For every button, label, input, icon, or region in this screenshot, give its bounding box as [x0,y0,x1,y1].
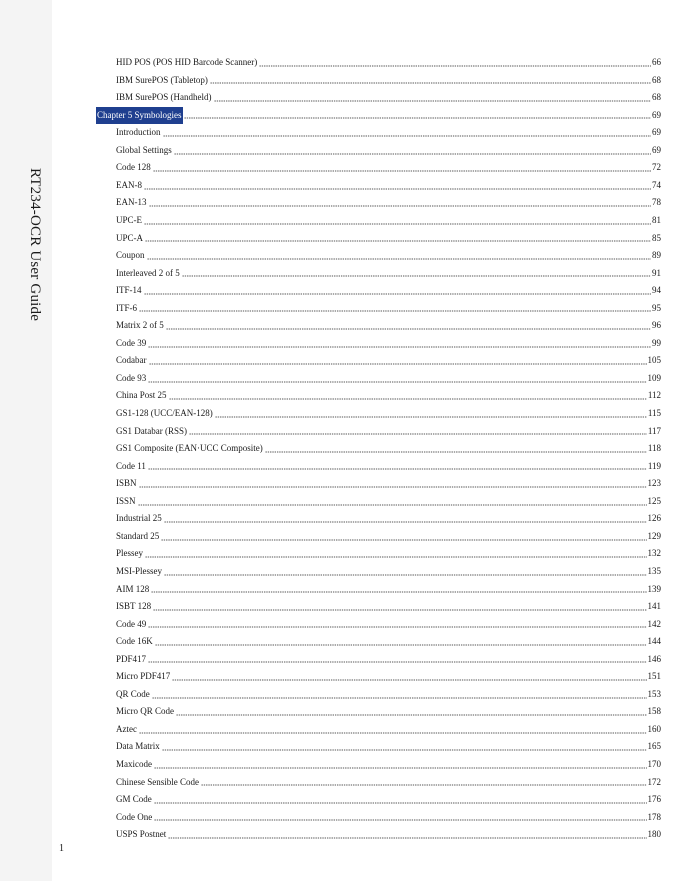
toc-entry-title: Chapter 5 Symbologies [96,107,183,125]
toc-dot-leader [145,240,651,242]
toc-entry-title: USPS Postnet [116,829,167,840]
toc-entry-title: GS1-128 (UCC/EAN-128) [116,408,213,418]
toc-entry[interactable] [116,826,661,844]
toc-entry[interactable] [116,563,661,581]
toc-entry-title: Chinese Sensible Code [116,776,199,787]
side-strip [0,0,52,881]
toc-entry-page: 72 [652,162,661,173]
toc-entry-page: 180 [647,829,661,840]
toc-dot-leader [149,205,652,207]
toc-entry[interactable] [116,317,661,335]
toc-dot-leader [154,819,646,821]
toc-dot-leader [152,697,647,699]
toc-dot-leader [176,714,647,716]
toc-dot-leader [172,679,646,681]
toc-entry[interactable] [116,633,661,651]
toc-entry[interactable] [116,247,661,265]
toc-entry-page: 99 [652,337,661,348]
toc-dot-leader [155,644,647,646]
toc-entry-page: 165 [647,741,661,752]
toc-entry-title: GS1 Databar (RSS) [116,425,187,436]
toc-entry[interactable] [116,791,661,809]
toc-entry-page: 178 [647,811,661,822]
toc-dot-leader [164,521,647,523]
toc-dot-leader [148,468,647,470]
toc-dot-leader [154,767,647,769]
toc-entry-title: PDF417 [116,653,147,664]
toc-entry[interactable] [116,405,661,423]
toc-dot-leader [147,258,651,260]
toc-entry-title: AIM 128 [116,583,150,594]
toc-entry-page: 144 [647,636,661,647]
toc-entry[interactable] [116,265,661,283]
toc-dot-leader [214,100,652,102]
toc-entry[interactable] [116,598,661,616]
toc-entry-title: Code 128 [116,162,151,173]
toc-dot-leader [153,170,651,172]
toc-entry[interactable] [116,651,661,669]
toc-dot-leader [166,328,651,330]
toc-dot-leader [139,310,651,312]
toc-entry[interactable] [116,668,661,686]
toc-entry-title: Introduction [116,127,161,138]
toc-dot-leader [182,275,651,277]
toc-dot-leader [151,591,646,593]
toc-entry[interactable] [116,89,661,107]
toc-dot-leader [169,398,647,400]
toc-entry-page: 139 [647,583,661,594]
toc-entry[interactable] [116,177,661,195]
toc-entry-page: 69 [652,144,661,155]
toc-entry[interactable] [116,458,661,476]
toc-entry-title: Micro PDF417 [116,671,171,682]
toc-entry[interactable] [116,703,661,721]
toc-entry-page: 109 [647,372,661,383]
toc-entry-title: IBM SurePOS (Handheld) [116,92,212,103]
toc-entry-title: Maxicode [116,759,152,769]
toc-entry-page: 172 [647,776,661,787]
toc-entry-page: 96 [652,320,661,331]
toc-entry[interactable] [116,738,661,756]
toc-entry-title: Plessey [116,548,143,559]
toc-entry-page: 141 [647,601,661,612]
toc-entry-title: Aztec [116,723,137,734]
toc-dot-leader [144,293,652,295]
toc-dot-leader [144,188,651,190]
toc-entry-page: 129 [647,530,661,541]
document-side-title: RT234-OCR User Guide [27,168,43,322]
toc-entry-title: Codabar [116,355,147,366]
toc-dot-leader [162,749,647,751]
toc-entry-page: 78 [652,197,661,208]
toc-entry[interactable] [116,142,661,160]
toc-entry-title: UPC-A [116,232,144,243]
toc-entry[interactable] [116,528,661,546]
toc-entry-title: Code 49 [116,618,147,629]
toc-entry-title: China Post 25 [116,390,167,401]
toc-entry-page: 123 [647,478,661,489]
toc-entry-page: 117 [647,425,661,436]
toc-entry-page: 125 [647,495,661,506]
toc-entry-page: 91 [652,267,661,278]
toc-entry[interactable] [116,72,661,90]
toc-entry[interactable] [116,809,661,827]
toc-entry[interactable] [116,387,661,405]
toc-entry-title: Matrix 2 of 5 [116,320,164,331]
toc-entry[interactable] [116,300,661,318]
toc-entry-page: 66 [652,57,661,67]
toc-entry-page: 158 [647,706,661,717]
toc-entry[interactable] [116,686,661,704]
toc-entry-title: Code 93 [116,372,147,383]
toc-entry-page: 74 [652,179,661,190]
toc-entry[interactable] [116,335,661,353]
toc-entry[interactable] [116,194,661,212]
toc-entry-page: 142 [647,618,661,629]
toc-dot-leader [139,732,647,734]
toc-entry-page: 85 [652,232,661,243]
toc-entry-page: 135 [647,565,661,576]
toc-entry[interactable] [116,774,661,792]
toc-entry[interactable] [116,510,661,528]
toc-dot-leader [201,784,647,786]
toc-entry[interactable] [116,493,661,511]
toc-entry[interactable] [116,721,661,739]
toc-entry[interactable] [116,212,661,230]
toc-entry-title: Data Matrix [116,741,160,752]
toc-entry-title: EAN-13 [116,197,147,208]
toc-entry[interactable] [116,54,661,72]
toc-dot-leader [265,451,647,453]
toc-entry-title: HID POS (POS HID Barcode Scanner) [116,57,258,67]
toc-entry[interactable] [116,124,661,142]
toc-entry-page: 119 [647,460,661,471]
toc-entry-page: 126 [647,513,661,524]
toc-entry-title: Code One [116,811,153,822]
toc-dot-leader [145,556,647,558]
toc-entry-title: ISBT 128 [116,601,152,612]
toc-entry-page: 132 [647,548,661,559]
toc-dot-leader [168,837,646,839]
toc-entry-page: 94 [652,285,661,296]
toc-entry-title: Code 39 [116,337,147,348]
toc-entry-page: 81 [652,214,661,225]
toc-entry[interactable] [116,581,661,599]
toc-dot-leader [189,433,647,435]
toc-entry-page: 89 [652,250,661,261]
toc-entry-title: Code 16K [116,636,153,647]
toc-entry-title: GS1 Composite (EAN·UCC Composite) [116,443,263,454]
toc-dot-leader [153,609,646,611]
toc-dot-leader [174,153,651,155]
toc-entry-page: 68 [652,74,661,85]
toc-entry-page: 146 [647,653,661,664]
toc-dot-leader [259,65,651,67]
toc-entry-title: ITF-14 [116,285,142,296]
toc-entry-title: QR Code [116,688,150,699]
toc-dot-leader [149,363,647,365]
toc-entry-title: Micro QR Code [116,706,174,717]
toc-entry-page: 118 [647,443,661,454]
toc-dot-leader [210,82,651,84]
toc-chapter-entry[interactable] [96,107,661,125]
toc-entry[interactable] [116,440,661,458]
toc-entry-page: 112 [647,390,661,401]
toc-entry[interactable] [116,282,661,300]
toc-entry[interactable] [116,423,661,441]
toc-entry[interactable] [116,159,661,177]
toc-dot-leader [164,574,646,576]
toc-entry-page: 115 [647,408,661,418]
toc-entry-page: 68 [652,92,661,103]
toc-entry-title: IBM SurePOS (Tabletop) [116,74,208,85]
toc-entry-page: 69 [652,127,661,138]
toc-dot-leader [138,504,647,506]
toc-dot-leader [184,117,652,119]
toc-entry-page: 176 [647,794,661,805]
toc-dot-leader [148,626,646,628]
toc-entry[interactable] [116,756,661,774]
toc-entry-title: ITF-6 [116,302,137,313]
toc-dot-leader [148,381,646,383]
toc-entry-title: GM Code [116,794,152,805]
toc-entry[interactable] [116,370,661,388]
toc-entry-title: Standard 25 [116,530,160,541]
toc-entry-title: Global Settings [116,144,172,155]
toc-entry-title: Interleaved 2 of 5 [116,267,180,278]
toc-entry[interactable] [116,616,661,634]
toc-entry-page: 69 [652,109,661,120]
toc-entry-page: 95 [652,302,661,313]
toc-entry-page: 105 [647,355,661,366]
toc-entry-title: Coupon [116,250,145,261]
toc-dot-leader [154,802,647,804]
toc-entry[interactable] [116,230,661,248]
page-number: 1 [59,843,64,854]
toc-dot-leader [215,416,647,418]
toc-entry-title: UPC-E [116,214,143,225]
toc-dot-leader [161,539,646,541]
toc-entry-page: 160 [647,723,661,734]
toc-entry-title: ISBN [116,478,137,489]
toc-dot-leader [148,661,646,663]
toc-entry-title: Code 11 [116,460,146,471]
toc-entry-title: MSI-Plessey [116,565,163,576]
toc-dot-leader [163,135,652,137]
toc-entry-page: 153 [647,688,661,699]
toc-entry[interactable] [116,475,661,493]
toc-dot-leader [139,486,647,488]
toc-entry-title: Industrial 25 [116,513,162,524]
toc-dot-leader [148,346,651,348]
toc-entry-title: ISSN [116,495,136,506]
toc-entry[interactable] [116,545,661,563]
toc-entry-page: 170 [647,759,661,769]
toc-entry[interactable] [116,352,661,370]
toc-dot-leader [144,223,651,225]
toc-entry-title: EAN-8 [116,179,142,190]
toc-entry-page: 151 [647,671,661,682]
